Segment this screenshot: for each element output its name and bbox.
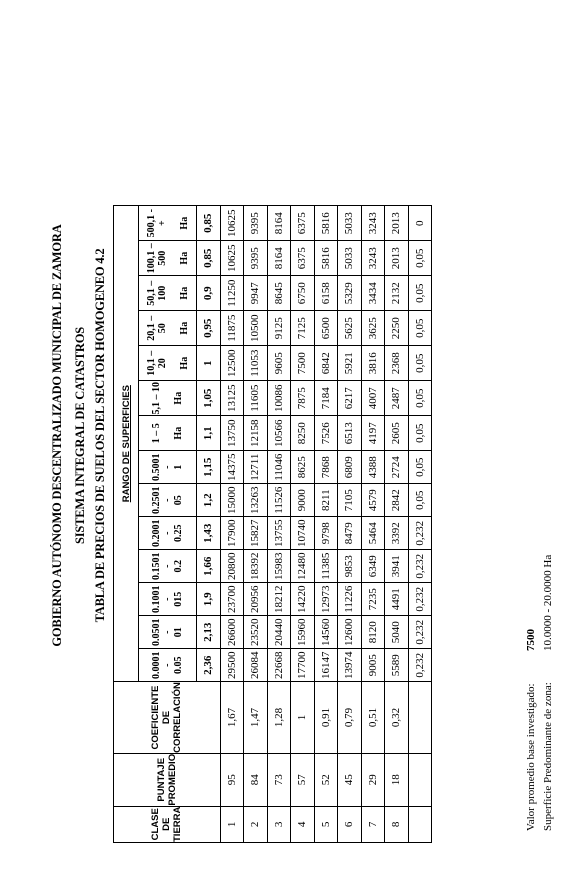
price-cell: 4197 [361,416,385,451]
price-cell: 9005 [361,649,385,682]
range-top: 100,1 –500 [145,243,168,274]
price-cell: 11526 [267,484,291,517]
price-cell: 7526 [314,416,338,451]
price-cell: 2132 [385,276,409,311]
price-cell: 2842 [385,484,409,517]
price-cell: 8164 [267,206,291,241]
empty-cell [408,806,432,842]
range-mid: - [162,564,173,568]
price-cell: 8645 [267,276,291,311]
price-cell: 6750 [291,276,315,311]
puntaje-cell: 29 [361,753,385,806]
table-row [338,206,362,843]
footer-factor: 0,05 [408,346,432,381]
price-cell: 7868 [314,451,338,484]
range-mid [168,241,179,275]
title-system: SISTEMA INTEGRAL DE CATASTROS [73,326,87,545]
range-mid: - [162,498,173,502]
price-cell: 14220 [291,583,315,616]
price-cell: 5464 [361,517,385,550]
range-factor: 2,36 [197,649,221,682]
header-coeficiente: COEFICIENTE DE CORRELACIÓN [114,682,221,754]
coef-cell: 0,79 [338,682,362,754]
coef-cell: 1,28 [267,682,291,754]
range-mid [168,276,179,310]
price-cell: 7184 [314,381,338,416]
clase-cell: 8 [385,806,409,842]
range-mid [168,346,179,380]
price-cell: 15960 [291,616,315,649]
range-header [139,583,197,616]
price-cell: 11053 [244,346,268,381]
range-header [139,616,197,649]
price-cell: 6842 [314,346,338,381]
footer-factor: 0,232 [408,517,432,550]
price-cell: 5816 [314,241,338,276]
price-cell: 20440 [267,616,291,649]
price-cell: 3243 [361,241,385,276]
range-factor: 0,85 [197,241,221,276]
price-cell: 14560 [314,616,338,649]
range-mid: - [162,465,173,469]
range-top: 500,1 - + [145,209,168,238]
range-bot: Ha [173,426,184,440]
range-bot: 015 [173,591,184,607]
price-cell: 13750 [220,416,244,451]
price-cell: 10086 [267,381,291,416]
price-cell: 12711 [244,451,268,484]
price-cell: 3941 [385,550,409,583]
price-cell: 6500 [314,311,338,346]
range-bot: 0.05 [173,656,184,674]
range-top: 0.5001 [151,453,162,481]
footer-factor: 0,05 [408,311,432,346]
range-top: 0.2501 [151,486,162,514]
clase-cell: 7 [361,806,385,842]
range-top: 0.2001 [151,519,162,547]
price-cell: 15983 [267,550,291,583]
puntaje-cell: 45 [338,753,362,806]
puntaje-cell: 18 [385,753,409,806]
range-top: 0.0501 [151,618,162,646]
table-row [291,206,315,843]
range-top: 5,1 – 10 [151,381,162,415]
clase-cell: 5 [314,806,338,842]
coef-cell: 1,47 [244,682,268,754]
price-cell: 4007 [361,381,385,416]
range-header [139,311,197,346]
price-cell: 2487 [385,381,409,416]
price-cell: 5033 [338,206,362,241]
range-bot: 1 [173,464,184,470]
price-cell: 13755 [267,517,291,550]
table-row [385,206,409,843]
price-cell: 18392 [244,550,268,583]
price-cell: 12500 [220,346,244,381]
price-cell: 6375 [291,241,315,276]
range-bot: Ha [178,321,190,335]
price-cell: 11250 [220,276,244,311]
range-mid [162,381,173,415]
price-cell: 10625 [220,241,244,276]
price-cell: 3243 [361,206,385,241]
price-cell: 5816 [314,206,338,241]
range-header [139,550,197,583]
range-header [139,649,197,682]
price-cell: 11605 [244,381,268,416]
range-top: 10,1 – 20 [145,350,168,376]
price-cell: 8120 [361,616,385,649]
price-cell: 7235 [361,583,385,616]
range-header [139,451,197,484]
price-cell: 6217 [338,381,362,416]
price-cell: 9395 [244,241,268,276]
range-bot: Ha [178,286,190,300]
price-cell: 11875 [220,311,244,346]
header-puntaje-promedio: PUNTAJE PROMEDIO [114,753,221,806]
range-factor: 1,66 [197,550,221,583]
price-cell: 8479 [338,517,362,550]
footer-factor: 0,232 [408,583,432,616]
price-cell: 5625 [338,311,362,346]
range-mid: - [162,597,173,601]
range-bot: Ha [178,216,190,230]
table-row [267,206,291,843]
price-cell: 2250 [385,311,409,346]
range-top: 0.1001 [151,585,162,613]
price-cell: 2724 [385,451,409,484]
puntaje-cell: 52 [314,753,338,806]
price-cell: 17700 [291,649,315,682]
price-cell: 3816 [361,346,385,381]
range-top: 50,1 –100 [145,280,168,306]
range-factor: 2,13 [197,616,221,649]
coef-cell: 1 [291,682,315,754]
price-cell: 13974 [338,649,362,682]
footer-factor: 0,05 [408,484,432,517]
price-cell: 29500 [220,649,244,682]
price-cell: 10625 [220,206,244,241]
footer-factor: 0,05 [408,241,432,276]
price-cell: 22668 [267,649,291,682]
clase-cell: 3 [267,806,291,842]
price-cell: 20956 [244,583,268,616]
price-cell: 7125 [291,311,315,346]
price-cell: 5040 [385,616,409,649]
price-cell: 5921 [338,346,362,381]
price-cell: 4491 [385,583,409,616]
clase-cell: 2 [244,806,268,842]
range-factor: 1,2 [197,484,221,517]
price-cell: 9947 [244,276,268,311]
puntaje-cell: 73 [267,753,291,806]
price-cell: 5033 [338,241,362,276]
range-mid: - [162,531,173,535]
range-factor: 1,9 [197,583,221,616]
range-factor: 1,05 [197,381,221,416]
price-cell: 3392 [385,517,409,550]
coef-cell: 0,32 [385,682,409,754]
coef-cell: 0,51 [361,682,385,754]
range-header [139,416,197,451]
range-header [139,484,197,517]
range-factor: 0,9 [197,276,221,311]
range-mid: - [162,630,173,634]
price-cell: 8250 [291,416,315,451]
title-institution: GOBIERNO AUTÓNOMO DESCENTRALIZADO MUNICIPAL DE ZAMORA [50,224,64,647]
clase-cell: 4 [291,806,315,842]
price-table [113,205,432,843]
price-cell: 7105 [338,484,362,517]
price-cell: 10566 [267,416,291,451]
price-cell: 12158 [244,416,268,451]
coef-cell: 0,91 [314,682,338,754]
price-cell: 6375 [291,206,315,241]
price-cell: 12480 [291,550,315,583]
price-cell: 9605 [267,346,291,381]
price-cell: 9395 [244,206,268,241]
price-cell: 11046 [267,451,291,484]
range-header [139,346,197,381]
coef-cell: 1,67 [220,682,244,754]
range-factor: 1,43 [197,517,221,550]
range-factor: 1,1 [197,416,221,451]
price-cell: 2368 [385,346,409,381]
range-header [139,241,197,276]
price-cell: 10740 [291,517,315,550]
range-bot: Ha [173,391,184,405]
empty-cell [408,753,432,806]
price-cell: 6349 [361,550,385,583]
price-cell: 18212 [267,583,291,616]
price-cell: 4388 [361,451,385,484]
range-top: 1 – 5 [151,423,162,444]
price-cell: 13125 [220,381,244,416]
range-header [139,206,197,241]
price-cell: 5589 [385,649,409,682]
range-factor: 1 [197,346,221,381]
price-cell: 6158 [314,276,338,311]
superficie-label: Superficie Predominante de zona: [542,682,554,831]
price-cell: 23700 [220,583,244,616]
price-cell: 15827 [244,517,268,550]
price-cell: 9125 [267,311,291,346]
range-mid [168,311,179,345]
range-factor: 0,85 [197,206,221,241]
puntaje-cell: 84 [244,753,268,806]
price-cell: 2605 [385,416,409,451]
range-mid [168,206,179,240]
price-cell: 16147 [314,649,338,682]
price-cell: 6809 [338,451,362,484]
footer-factor: 0,05 [408,381,432,416]
price-cell: 3434 [361,276,385,311]
price-cell: 15000 [220,484,244,517]
range-bot: 05 [173,495,184,506]
range-factor: 0,95 [197,311,221,346]
range-bot: 01 [173,627,184,638]
header-clase-tierra: CLASE DE TIERRA [114,806,221,842]
price-cell: 6513 [338,416,362,451]
range-bot: 0.25 [173,524,184,542]
price-cell: 9853 [338,550,362,583]
clase-cell: 6 [338,806,362,842]
footer-factor-row [408,206,432,843]
range-top: 0.1501 [151,552,162,580]
range-bot: 0.2 [173,559,184,573]
footer-factor: 0,232 [408,616,432,649]
price-cell: 20800 [220,550,244,583]
price-cell: 10500 [244,311,268,346]
price-cell: 2013 [385,206,409,241]
table-row [220,206,244,843]
price-cell: 23520 [244,616,268,649]
table-row [314,206,338,843]
valor-label: Valor promedio base investigado: [525,683,537,831]
range-mid [162,416,173,450]
title-table: TABLA DE PRECIOS DE SUELOS DEL SECTOR HOMOGENEO 4.2 [93,248,107,623]
range-header [139,276,197,311]
price-cell: 26084 [244,649,268,682]
footer-factor: 0,232 [408,649,432,682]
price-cell: 8211 [314,484,338,517]
valor-value: 7500 [525,629,537,651]
range-factor: 1,15 [197,451,221,484]
price-cell: 2013 [385,241,409,276]
range-bot: Ha [178,356,190,370]
range-top: 20,1 – 50 [145,315,168,341]
price-cell: 5329 [338,276,362,311]
range-header [139,517,197,550]
footer-factor: 0,05 [408,416,432,451]
footer-factor: 0 [408,206,432,241]
puntaje-cell: 95 [220,753,244,806]
price-cell: 8164 [267,241,291,276]
price-cell: 12973 [314,583,338,616]
price-cell: 7875 [291,381,315,416]
price-cell: 13263 [244,484,268,517]
price-cell: 9798 [314,517,338,550]
price-cell: 9000 [291,484,315,517]
footer-factor: 0,05 [408,276,432,311]
range-bot: Ha [178,251,190,265]
table-row [244,206,268,843]
puntaje-cell: 57 [291,753,315,806]
price-cell: 4579 [361,484,385,517]
price-cell: 17900 [220,517,244,550]
range-header [139,381,197,416]
range-top: 0.0001 [151,651,162,679]
range-mid: - [162,663,173,667]
price-cell: 11226 [338,583,362,616]
table-row [361,206,385,843]
price-cell: 12600 [338,616,362,649]
price-cell: 26600 [220,616,244,649]
price-cell: 14375 [220,451,244,484]
clase-cell: 1 [220,806,244,842]
price-cell: 7500 [291,346,315,381]
superficie-value: 10.0000 - 20.0000 Ha [542,554,554,651]
footer-factor: 0,05 [408,451,432,484]
price-cell: 3625 [361,311,385,346]
empty-cell [408,682,432,754]
header-rango-superficies: RANGO DE SUPERFICIES [114,206,139,682]
footer-factor: 0,232 [408,550,432,583]
price-cell: 8625 [291,451,315,484]
price-cell: 11385 [314,550,338,583]
